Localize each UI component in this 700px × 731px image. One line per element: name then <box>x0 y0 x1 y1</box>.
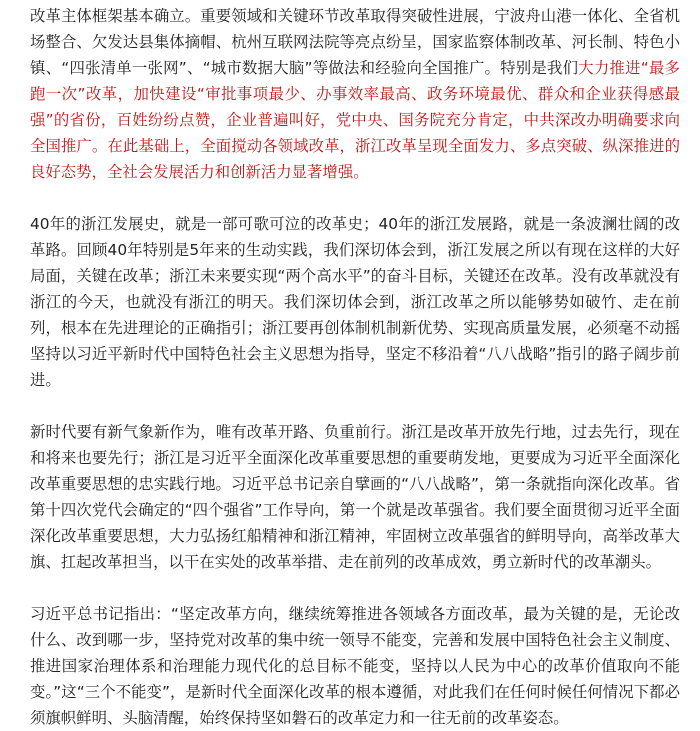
paragraph-text: 新时代要有新气象新作为，唯有改革开路、负重前行。浙江是改革开放先行地，过去先行，现在和将来也要先行；浙江是习近平全面深化改革重要思想的重要萌发地，更要成为习近平全面深化改革重要思想的忠实践行地。习近平总书记亲自擘画的“八八战略”，第一条就指向深化改革。省第十四次党代会确定的“四个强省”工作导向，第一个就是改革强省。我们要全面贯彻习近平全面深化改革重要思想，大力弘扬红船精神和浙江精神，牢固树立改革强省的鲜明导向，高举改革大旗、扛起改革担当，以干在实处的改革举措、走在前列的改革成效，勇立新时代的改革潮头。 <box>30 423 680 571</box>
paragraph-reform-framework <box>30 3 680 185</box>
paragraph-text: 习近平总书记指出：“坚定改革方向，继续统筹推进各领域各方面改革，最为关键的是，无论改什么、改到哪一步，坚持党对改革的集中统一领导不能变，完善和发展中国特色社会主义制度、推进国家治理体系和治理能力现代化的总目标不能变，坚持以人民为中心的改革价值取向不能变。”这“三个不能变”，是新时代全面深化改革的根本遵循，对此我们在任何时候任何情况下都必须旗帜鲜明、头脑清醒，始终保持坚如磐石的改革定力和一往无前的改革姿态。 <box>30 605 680 727</box>
article-body <box>30 3 680 731</box>
paragraph-three-musts <box>30 601 680 731</box>
paragraph-text: 40年的浙江发展史，就是一部可歌可泣的改革史；40年的浙江发展路，就是一条波澜壮阔的改革路。回顾40年特别是5年来的生动实践，我们深切体会到，浙江发展之所以有现在这样的大好局面，关键在改革；浙江未来要实现“两个高水平”的奋斗目标，关键还在改革。没有改革就没有浙江的今天，也就没有浙江的明天。我们深切体会到，浙江改革之所以能够势如破竹、走在前列，根本在先进理论的正确指引；浙江要再创体制机制新优势、实现高质量发展，必须毫不动摇坚持以习近平新时代中国特色社会主义思想为指导，坚定不移沿着“八八战略”指引的路子阔步前进。 <box>30 215 680 389</box>
paragraph-text: 改革主体框架基本确立。重要领域和关键环节改革取得突破性进展，宁波舟山港一体化、全省机场整合、欠发达县集体摘帽、杭州互联网法院等亮点纷呈，国家监察体制改革、河长制、特色小镇、“四张清单一张网”、“城市数据大脑”等做法和经验向全国推广。特别是我们 <box>30 7 680 77</box>
highlighted-text: 大力推进“最多跑一次”改革，加快建设“审批事项最少、办事效率最高、政务环境最优、群众和企业获得感最强”的省份，百姓纷纷点赞，企业普遍叫好，党中央、国务院充分肯定，中共深改办明确要求向全国推广。在此基础上，全面搅动各领域改革，浙江改革呈现全面发力、多点突破、纵深推进的良好态势，全社会发展活力和创新活力显著增强。 <box>30 59 680 181</box>
paragraph-40-years <box>30 211 680 393</box>
paragraph-new-era <box>30 419 680 575</box>
